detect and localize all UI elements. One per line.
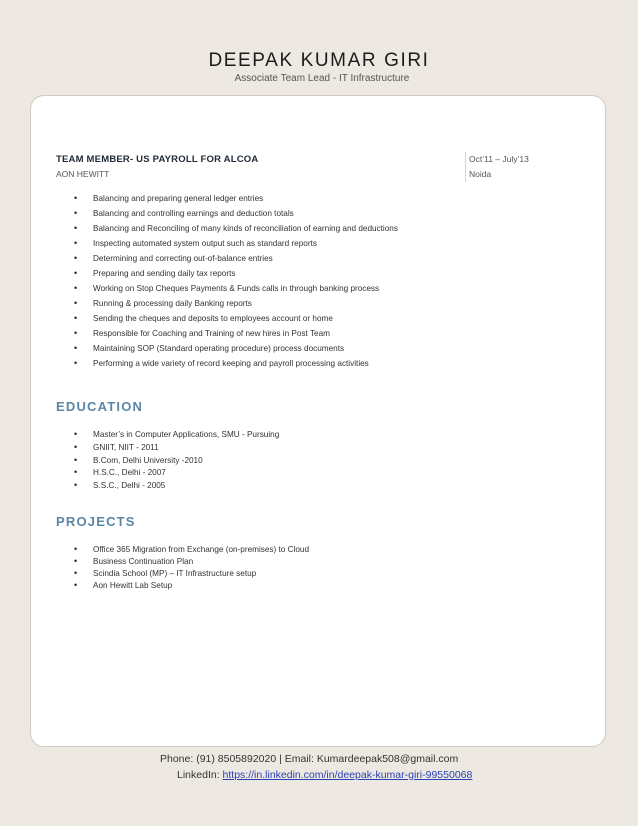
- education-item: • Master’s in Computer Applications, SMU - Pursuing: [74, 429, 280, 439]
- bullet-icon: •: [74, 556, 78, 566]
- bullet-icon: •: [74, 441, 78, 452]
- education-list: [71, 429, 279, 493]
- duty-item: • Balancing and preparing general ledger entries: [74, 193, 264, 203]
- job-company: AON HEWITT: [56, 169, 110, 179]
- bullet-icon: •: [74, 253, 78, 263]
- contact-line: Phone: (91) 8505892020 | Email: Kumardeepak508@gmail.com: [160, 753, 459, 765]
- bullet-icon: •: [74, 223, 78, 233]
- bullet-icon: •: [74, 283, 78, 293]
- linkedin-label: LinkedIn:: [177, 769, 223, 781]
- project-item: • Business Continuation Plan: [74, 556, 194, 566]
- duty-item: • Working on Stop Cheques Payments & Funds calls in through banking process: [74, 283, 380, 293]
- resume-header: [0, 50, 638, 84]
- job-duties-list: [71, 193, 398, 373]
- bullet-icon: •: [74, 238, 78, 248]
- bullet-icon: •: [74, 343, 78, 353]
- project-item: • Scindia School (MP) – IT Infrastructure setup: [74, 568, 257, 578]
- duty-item: • Performing a wide variety of record keeping and payroll processing activities: [74, 358, 369, 368]
- job-title: TEAM MEMBER- US PAYROLL FOR ALCOA: [56, 154, 259, 165]
- duty-item: • Running & processing daily Banking reports: [74, 298, 252, 308]
- candidate-name: DEEPAK KUMAR GIRI: [208, 50, 430, 71]
- duty-item: • Determining and correcting out-of-balance entries: [74, 253, 273, 263]
- linkedin-link[interactable]: https://in.linkedin.com/in/deepak-kumar-giri-99550068: [222, 769, 473, 781]
- candidate-title: Associate Team Lead - IT Infrastructure: [234, 73, 410, 84]
- bullet-icon: •: [74, 328, 78, 338]
- education-item: • H.S.C., Delhi - 2007: [74, 467, 166, 478]
- bullet-icon: •: [74, 268, 78, 278]
- project-item: • Office 365 Migration from Exchange (on-premises) to Cloud: [74, 544, 310, 554]
- education-item: • B.Com, Delhi University -2010: [74, 454, 203, 465]
- bullet-icon: •: [74, 429, 78, 439]
- bullet-icon: •: [74, 480, 78, 491]
- projects-list: [71, 544, 309, 592]
- job-location: Noida: [469, 169, 492, 179]
- bullet-icon: •: [74, 313, 78, 323]
- projects-heading: PROJECTS: [56, 514, 136, 529]
- education-item: • S.S.C., Delhi - 2005: [74, 480, 166, 491]
- job-dates: Oct’11 – July’13: [469, 154, 529, 164]
- education-heading: EDUCATION: [56, 399, 144, 414]
- bullet-icon: •: [74, 580, 78, 590]
- bullet-icon: •: [74, 298, 78, 308]
- bullet-icon: •: [74, 358, 78, 368]
- duty-item: • Inspecting automated system output such as standard reports: [74, 238, 317, 248]
- duty-item: • Balancing and controlling earnings and deduction totals: [74, 208, 294, 218]
- duty-item: • Preparing and sending daily tax reports: [74, 268, 236, 278]
- project-item: • Aon Hewitt Lab Setup: [74, 580, 173, 590]
- duty-item: • Balancing and Reconciling of many kinds of reconciliation of earning and deductions: [74, 223, 398, 233]
- bullet-icon: •: [74, 544, 78, 554]
- education-item: • GNIIT, NIIT - 2011: [74, 441, 159, 452]
- bullet-icon: •: [74, 208, 78, 218]
- duty-item: • Sending the cheques and deposits to employees account or home: [74, 313, 333, 323]
- bullet-icon: •: [74, 568, 78, 578]
- resume-body-card: [30, 95, 606, 747]
- linkedin-line: [177, 769, 472, 781]
- duty-item: • Responsible for Coaching and Training of new hires in Post Team: [74, 328, 330, 338]
- bullet-icon: •: [74, 454, 78, 465]
- column-divider: [465, 152, 466, 182]
- duty-item: • Maintaining SOP (Standard operating procedure) process documents: [74, 343, 345, 353]
- bullet-icon: •: [74, 193, 78, 203]
- bullet-icon: •: [74, 467, 78, 478]
